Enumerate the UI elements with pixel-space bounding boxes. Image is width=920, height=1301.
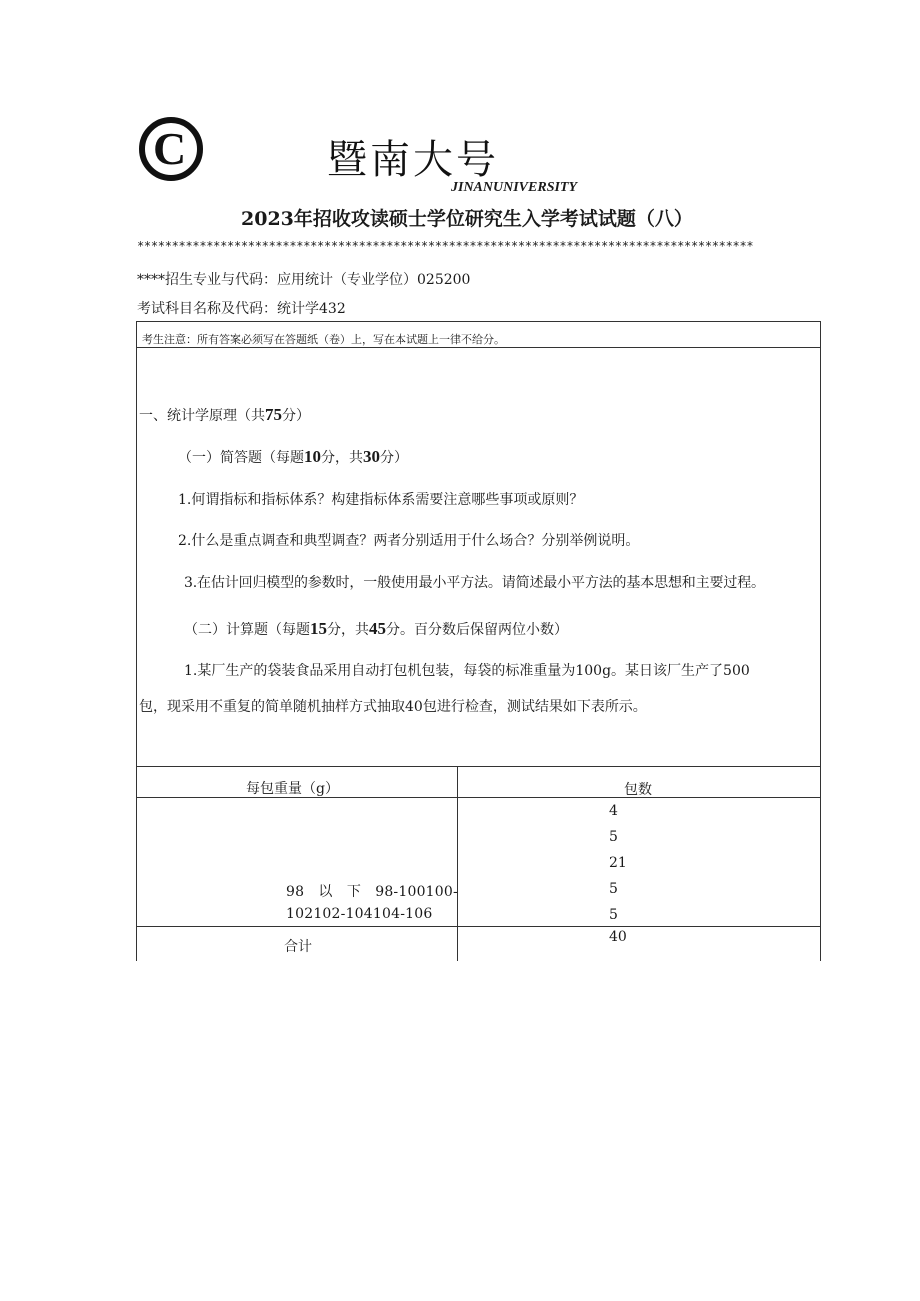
question-2: 2.什么是重点调查和典型调查？两者分别适用于什么场合？分别举例说明。 [178,533,640,549]
section-title-prefix: 一、统计学原理（共 [139,408,265,424]
question-1: 1.何谓指标和指标体系？构建指标体系需要注意哪些事项或原则？ [178,492,584,508]
major-line: ****招生专业与代码：应用统计（专业学位）025200 [137,272,471,288]
university-name-en: JINANUNIVERSITY [451,180,578,195]
subject-line: 考试科目名称及代码：统计学432 [137,301,346,317]
part2-suffix: 分。百分数后保留两位小数） [386,622,568,638]
university-name-cn: 暨南大号 [327,137,499,183]
part1-mid: 分，共 [321,450,363,466]
part2-mid: 分，共 [327,622,369,638]
part1-points-each: 10 [304,447,321,466]
part1-heading [178,447,408,467]
part2-points-each: 15 [310,619,327,638]
table-count: 5 [609,829,618,845]
section-total-points: 75 [265,405,282,424]
table-header-count: 包数 [624,782,652,798]
exam-title: 2023年招收攻读硕士学位研究生入学考试试题（八） [241,208,693,230]
table-total-value: 40 [609,929,627,945]
table-total-border [136,926,821,927]
section-title-suffix: 分） [282,408,310,424]
university-logo [139,117,203,181]
calc-question-1-line1: 1.某厂生产的袋装食品采用自动打包机包装，每袋的标准重量为100g。某日该厂生产了500 [184,663,750,679]
table-weight-ranges-line2: 102102-104104-106 [286,906,433,922]
table-count: 21 [609,855,627,871]
star-divider: ***************************************************************************************** [137,239,754,253]
part2-points-total: 45 [369,619,386,638]
section-title [139,405,310,425]
part1-suffix: 分） [380,450,408,466]
table-count: 5 [609,881,618,897]
part1-prefix: （一）简答题（每题 [178,450,304,466]
part2-heading [184,619,568,639]
question-3: 3.在估计回归模型的参数时，一般使用最小平方法。请简述最小平方法的基本思想和主要过程。 [184,575,765,591]
table-weight-ranges-line1: 98 以 下 98-100100- [286,884,458,900]
table-header-weight: 每包重量（g） [246,781,339,797]
table-count: 5 [609,907,618,923]
notice-text: 考生注意：所有答案必须写在答题纸（卷）上，写在本试题上一律不给分。 [142,333,505,346]
table-header-border [136,797,821,798]
part1-points-total: 30 [363,447,380,466]
logo-glyph: C [153,123,187,174]
table-top-border [136,766,821,767]
table-count: 4 [609,803,618,819]
notice-divider [136,347,821,348]
table-total-label: 合计 [284,939,312,955]
table-column-divider [457,766,458,961]
part2-prefix: （二）计算题（每题 [184,622,310,638]
calc-question-1-line2: 包，现采用不重复的简单随机抽样方式抽取40包进行检查，测试结果如下表所示。 [139,699,647,715]
